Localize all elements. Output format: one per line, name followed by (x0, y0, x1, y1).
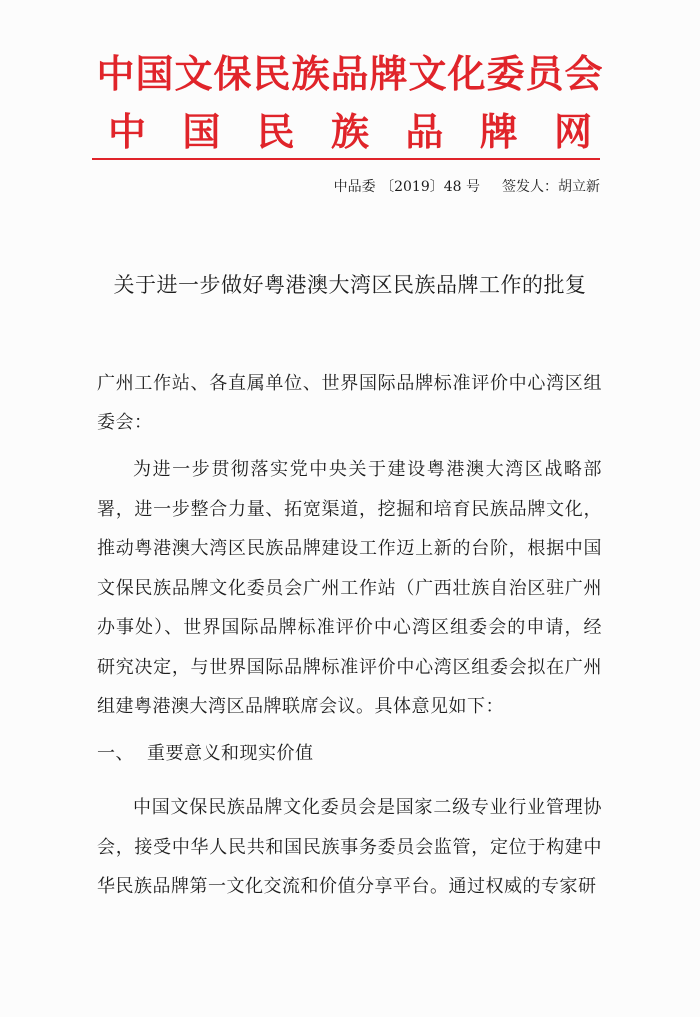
document-meta (300, 178, 600, 196)
document-title: 关于进一步做好粤港澳大湾区民族品牌工作的批复 (113, 273, 587, 297)
letterhead-char: 民 (256, 110, 295, 154)
letterhead-char: 品 (405, 110, 444, 154)
section-number: 一、 (97, 743, 134, 764)
body-paragraph-1: 为进一步贯彻落实党中央关于建设粤港澳大湾区战略部署，进一步整合力量、拓宽渠道，挖掘和培育民族品牌文化，推动粤港澳大湾区民族品牌建设工作迈上新的台阶，根据中国文保民族品牌文化委员会广州工作站（广西壮族自治区驻广州办事处）、世界国际品牌标准评价中心湾区组委会的申请，经研究决定，与世界国际品牌标准评价中心湾区组委会拟在广州组建粤港澳大湾区品牌联席会议。具体意见如下： (97, 459, 602, 717)
letterhead-char: 网 (553, 110, 592, 154)
letterhead-char: 族 (330, 110, 369, 154)
section-heading-1 (97, 734, 602, 773)
letterhead-char: 中 (108, 110, 147, 154)
body-paragraph-2: 中国文保民族品牌文化委员会是国家二级专业行业管理协会，接受中华人民共和国民族事务委员会监管，定位于构建中华民族品牌第一文化交流和价值分享平台。通过权威的专家研 (97, 797, 602, 897)
letterhead-org-name: 中国文保民族品牌文化委员会 (96, 52, 604, 96)
addressee: 广州工作站、各直属单位、世界国际品牌标准评价中心湾区组委会： (97, 373, 602, 433)
letterhead-divider (92, 158, 600, 160)
section-heading-text: 重要意义和现实价值 (147, 743, 314, 764)
letterhead-network-name (108, 108, 592, 156)
document-number: 中品委 〔2019〕48 号 (333, 179, 480, 195)
letterhead-char: 牌 (479, 110, 518, 154)
signer: 签发人：胡立新 (502, 179, 600, 195)
letterhead-char: 国 (182, 110, 221, 154)
